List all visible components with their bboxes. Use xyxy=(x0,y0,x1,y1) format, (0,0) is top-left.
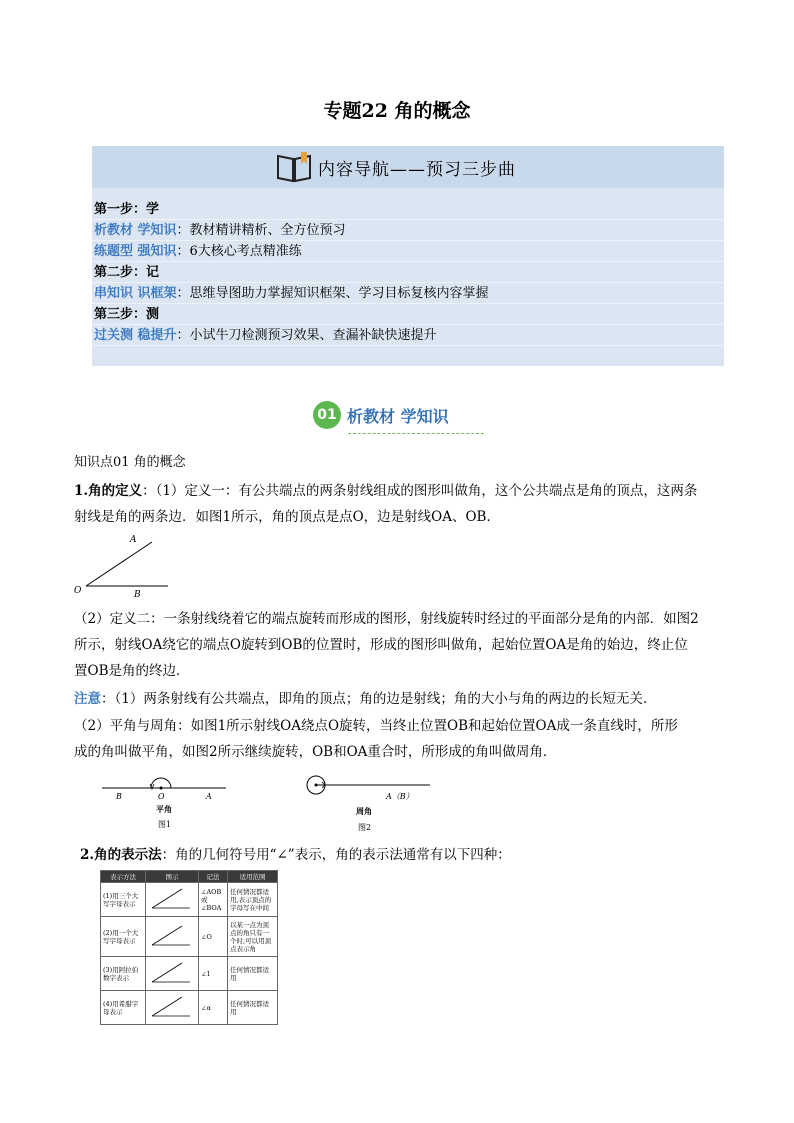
angle-figure-icon xyxy=(148,994,192,1020)
table-cell-scope: 以某一点为顶点的角只有一个时,可以用顶点表示角 xyxy=(228,917,278,957)
nav-line-3 xyxy=(92,284,724,304)
def1-text-1: ：（1）定义一：有公共端点的两条射线组成的图形叫做角，这个公共端点是角的顶点，这两条 xyxy=(142,483,698,499)
table-cell-figure xyxy=(146,957,199,991)
step1-heading: 第一步：学 xyxy=(92,200,724,220)
table-cell-figure xyxy=(146,991,199,1025)
table-cell-figure xyxy=(146,883,199,917)
table-row xyxy=(101,991,278,1025)
round-label-ab: A（B） xyxy=(386,792,414,801)
page-title: 专题22 角的概念 xyxy=(323,100,471,122)
table-cell-method: (3)用阿拉伯数字表示 xyxy=(101,957,146,991)
note-label: 注意 xyxy=(74,691,101,707)
straight-label-o: O xyxy=(158,792,165,801)
straight-label-b: B xyxy=(116,792,122,801)
nav-title: 内容导航——预习三步曲 xyxy=(318,159,516,180)
def2-line-1: （2）定义二：一条射线绕着它的端点旋转而形成的图形，射线旋转时经过的平面部分是角的内部．如图2 xyxy=(74,611,699,627)
angle-notation-table xyxy=(100,870,278,1025)
round-angle-name: 周角 xyxy=(356,806,372,816)
table-row xyxy=(101,917,278,957)
figure-round-angle xyxy=(298,770,438,834)
nav-line-1 xyxy=(92,221,724,241)
table-row xyxy=(101,883,278,917)
nav-line-4-text: ：小试牛刀检测预习效果、查漏补缺快速提升 xyxy=(176,328,437,343)
nav-line-2 xyxy=(92,242,724,262)
def1-line-1 xyxy=(74,482,697,500)
step3-heading: 第三步：测 xyxy=(92,305,724,325)
table-header-figure: 图示 xyxy=(146,871,199,883)
note-line-3: 成的角叫做平角，如图2所示继续旋转，OB和OA重合时，所形成的角叫做周角． xyxy=(74,744,557,760)
section-title: 析教材 学知识 xyxy=(347,406,449,426)
table-cell-notation: ∠O xyxy=(199,917,228,957)
figure-1-caption: 图1 xyxy=(158,820,172,829)
table-header-row xyxy=(101,871,278,883)
def1-line-2: 射线是角的两条边．如图1所示，角的顶点是点O，边是射线OA、OB． xyxy=(74,509,500,525)
table-header-method: 表示方法 xyxy=(101,871,146,883)
angle-figure-icon xyxy=(148,886,192,912)
representation-line xyxy=(80,846,511,864)
figure-2-caption: 图2 xyxy=(358,823,372,832)
table-cell-scope: 任何情况都适用 xyxy=(228,957,278,991)
table-header-notation: 记法 xyxy=(199,871,228,883)
note-text-1: ：（1）两条射线有公共端点，即角的顶点；角的边是射线；角的大小与角的两边的长短无关． xyxy=(101,691,657,707)
knowledge-point-heading: 知识点01 角的概念 xyxy=(74,455,186,470)
straight-label-a: A xyxy=(206,792,212,801)
fig1-label-o: O xyxy=(74,586,82,596)
step2-heading: 第二步：记 xyxy=(92,263,724,283)
table-cell-method: (2)用一个大写字母表示 xyxy=(101,917,146,957)
nav-line-4 xyxy=(92,326,724,346)
def2-line-3: 置OB是角的终边． xyxy=(74,663,190,679)
nav-line-2-label: 练题型 强知识 xyxy=(94,244,177,259)
fig1-label-b: B xyxy=(134,590,141,598)
figure-angle-aob xyxy=(70,530,180,598)
fig1-label-a: A xyxy=(130,535,137,545)
nav-line-1-text: ：教材精讲精析、全方位预习 xyxy=(176,223,346,238)
representation-label: 2.角的表示法 xyxy=(80,847,162,863)
note-line-2: （2）平角与周角：如图1所示射线OA绕点O旋转，当终止位置OB和起始位置OA成一条直线时，所形 xyxy=(74,718,678,734)
table-cell-scope: 任何情况都适用,表示顶点的字母写在中间 xyxy=(228,883,278,917)
section-underline xyxy=(348,433,484,434)
representation-text: ：角的几何符号用“∠”表示，角的表示法通常有以下四种： xyxy=(161,847,511,863)
def2-line-2: 所示，射线OA绕它的端点O旋转到OB的位置时，形成的图形叫做角，起始位置OA是角的始边，终止位 xyxy=(74,637,688,653)
table-cell-figure xyxy=(146,917,199,957)
figure-straight-angle xyxy=(98,772,238,832)
content-navigation-box xyxy=(92,146,724,366)
table-cell-notation: ∠1 xyxy=(199,957,228,991)
nav-line-3-label: 串知识 识框架 xyxy=(94,286,177,301)
table-cell-scope: 任何情况都适用 xyxy=(228,991,278,1025)
section-header xyxy=(313,401,449,429)
book-icon xyxy=(274,150,314,184)
table-row xyxy=(101,957,278,991)
note-line-1 xyxy=(74,690,656,708)
table-cell-notation: ∠α xyxy=(199,991,228,1025)
angle-figure-icon xyxy=(148,960,192,986)
nav-line-4-label: 过关测 稳提升 xyxy=(94,328,177,343)
table-header-scope: 适用范围 xyxy=(228,871,278,883)
table-cell-notation: ∠AOB或∠BOA xyxy=(199,883,228,917)
nav-line-3-text: ：思维导图助力掌握知识框架、学习目标复核内容掌握 xyxy=(176,286,489,301)
nav-title-wrap xyxy=(274,150,516,184)
nav-line-1-label: 析教材 学知识 xyxy=(94,223,177,238)
nav-line-2-text: ：6大核心考点精准练 xyxy=(176,244,302,259)
angle-figure-icon xyxy=(148,923,192,949)
section-number-badge: 01 xyxy=(313,401,341,429)
def1-label: 1.角的定义 xyxy=(74,483,143,499)
table-cell-method: (4)用希腊字母表示 xyxy=(101,991,146,1025)
nav-header xyxy=(92,146,724,188)
straight-angle-name: 平角 xyxy=(156,804,172,814)
table-cell-method: (1)用三个大写字母表示 xyxy=(101,883,146,917)
